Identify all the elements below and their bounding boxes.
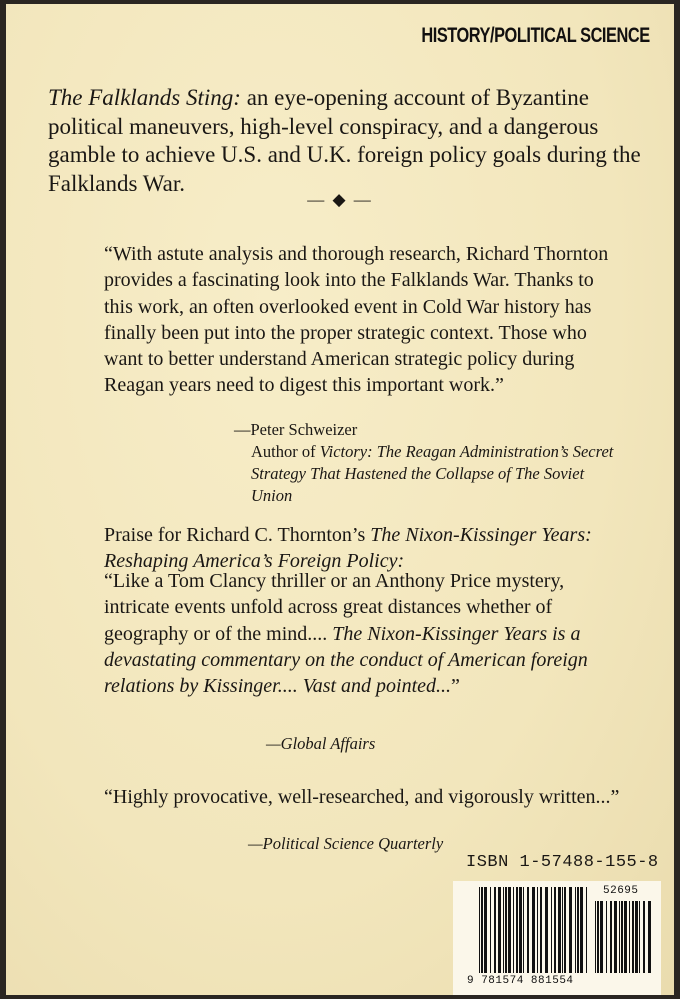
review-source-global-affairs: —Global Affairs	[266, 734, 376, 753]
barcode-addon-digits: 52695	[603, 885, 639, 897]
praise-heading	[104, 522, 604, 575]
barcode	[453, 881, 661, 995]
quote-italic-text: The Nixon-Kissinger Years is a devastating commentary on the conduct of American foreign relations by Kissinger.... Vast and pointed...	[104, 622, 588, 698]
ornament-divider: — ◆ —	[307, 190, 373, 209]
quote-closing: ”	[451, 675, 460, 698]
review-quote-schweizer: “With astute analysis and thorough research, Richard Thornton provides a fascinating look into the Falklands War. Thanks to this work, an often overlooked event in Cold War history has finally been put into the proper strategic context. Those who want to better understand American strategic policy during Reagan years need to digest this important work.”	[104, 243, 609, 397]
isbn-label: ISBN 1-57488-155-8	[466, 853, 659, 872]
description-text: an eye-opening account of Byzantine political maneuvers, high-level conspiracy, and a dangerous gamble to achieve U.S. and U.K. foreign policy goals during the Falklands War.	[48, 85, 641, 196]
category-label: HISTORY/POLITICAL SCIENCE	[421, 24, 650, 47]
book-back-cover	[6, 4, 674, 995]
review-source-psq: —Political Science Quarterly	[248, 834, 444, 853]
quote-plain-text: “Like a Tom Clancy thriller or an Anthony Price mystery, intricate events unfold across great distances whether of geography or of the mind....	[104, 570, 565, 645]
review-quote-global-affairs	[104, 568, 634, 699]
credential-book-title: Victory: The Reagan Administration’s Secret Strategy That Hastened the Collapse of The Soviet Union	[251, 442, 614, 505]
credential-prefix: Author of	[251, 442, 320, 461]
barcode-digits: 9 781574 881554	[467, 975, 574, 987]
praise-book-title: The Nixon-Kissinger Years: Reshaping America’s Foreign Policy:	[104, 524, 592, 573]
review-author-credential	[251, 441, 621, 507]
praise-prefix: Praise for Richard C. Thornton’s	[104, 524, 371, 546]
book-title: The Falklands Sting:	[48, 85, 241, 110]
review-author-name: —Peter Schweizer	[234, 420, 358, 439]
book-description	[48, 84, 648, 198]
review-quote-psq: “Highly provocative, well-researched, and vigorously written...”	[104, 786, 620, 808]
